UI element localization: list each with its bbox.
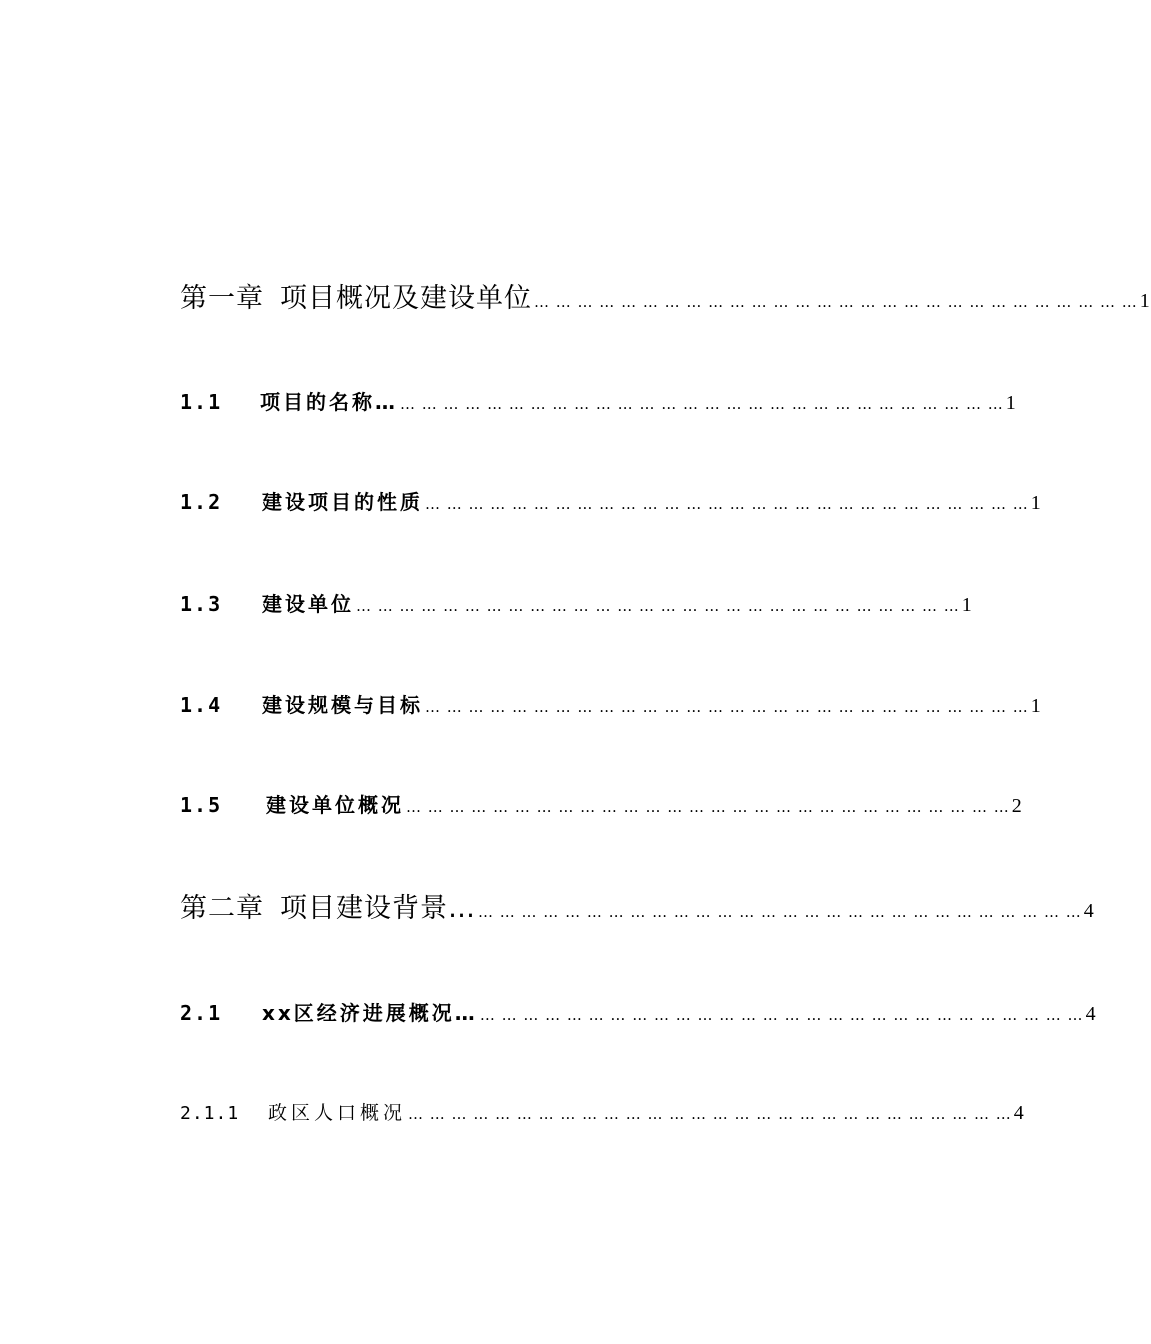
toc-dot-leader: … … … … … … … … … … … … … … … … … … … … … … … … … … … … <box>425 698 1029 716</box>
toc-entry-page: 2 <box>1011 795 1025 817</box>
toc-entry-page: 1 <box>1030 695 1044 717</box>
toc-dot-leader: … … … … … … … … … … … … … … … … … … … … … … … … … … … … <box>406 798 1010 816</box>
toc-entry-chapter-2[interactable] <box>180 886 1095 926</box>
toc-entry-title: xx区经济进展概况… <box>262 1001 478 1025</box>
toc-entry-1-1[interactable] <box>180 386 1019 418</box>
toc-entry-number: 第一章 <box>180 283 264 314</box>
toc-entry-title: 建设规模与目标 <box>262 693 423 717</box>
toc-dot-leader: … … … … … … … … … … … … … … … … … … … … … … … … … … … … <box>479 1006 1084 1024</box>
toc-entry-chapter-1[interactable] <box>180 276 1151 316</box>
toc-entry-number: 1.1 <box>180 390 223 414</box>
toc-entry-page: 1 <box>1139 290 1151 312</box>
toc-entry-title: 项目概况及建设单位 <box>280 283 532 314</box>
toc-dot-leader: … … … … … … … … … … … … … … … … … … … … … … … … … … … … <box>408 1105 1012 1123</box>
toc-entry-title: 建设单位概况 <box>266 793 404 817</box>
toc-entry-title: 建设项目的性质 <box>262 490 423 514</box>
toc-entry-number: 1.3 <box>180 592 223 616</box>
toc-entry-page: 4 <box>1083 900 1095 922</box>
toc-entry-page: 1 <box>1005 392 1019 414</box>
toc-entry-1-4[interactable] <box>180 689 1044 721</box>
toc-entry-number: 1.5 <box>180 793 223 817</box>
toc-entry-page: 4 <box>1013 1102 1028 1124</box>
toc-dot-leader: … … … … … … … … … … … … … … … … … … … … … … … … … … … … <box>425 495 1029 513</box>
toc-dot-leader: … … … … … … … … … … … … … … … … … … … … … … … … … … … … <box>400 395 1004 413</box>
toc-entry-number: 1.4 <box>180 693 223 717</box>
toc-entry-1-2[interactable] <box>180 486 1044 518</box>
toc-entry-number: 2.1 <box>180 1001 223 1025</box>
toc-entry-title: 建设单位 <box>262 592 354 616</box>
toc-entry-number: 2.1.1 <box>180 1103 240 1124</box>
toc-entry-2-1[interactable] <box>180 997 1099 1029</box>
toc-dot-leader: … … … … … … … … … … … … … … … … … … … … … … … … … … … … <box>534 293 1138 311</box>
toc-entry-page: 1 <box>961 594 975 616</box>
toc-entry-2-1-1[interactable] <box>180 1098 1028 1130</box>
toc-entry-page: 4 <box>1085 1003 1099 1025</box>
toc-dot-leader: … … … … … … … … … … … … … … … … … … … … … … … … … … … … <box>356 597 960 615</box>
toc-entry-1-5[interactable] <box>180 789 1025 821</box>
toc-entry-title: 项目的名称… <box>260 390 398 414</box>
toc-entry-page: 1 <box>1030 492 1044 514</box>
toc-entry-number: 1.2 <box>180 490 223 514</box>
toc-entry-1-3[interactable] <box>180 588 975 620</box>
toc-entry-number: 第二章 <box>180 893 264 924</box>
toc-entry-title: 项目建设背景… <box>280 893 476 924</box>
toc-dot-leader: … … … … … … … … … … … … … … … … … … … … … … … … … … … … <box>478 903 1082 921</box>
toc-entry-title: 政区人口概况 <box>268 1102 407 1124</box>
